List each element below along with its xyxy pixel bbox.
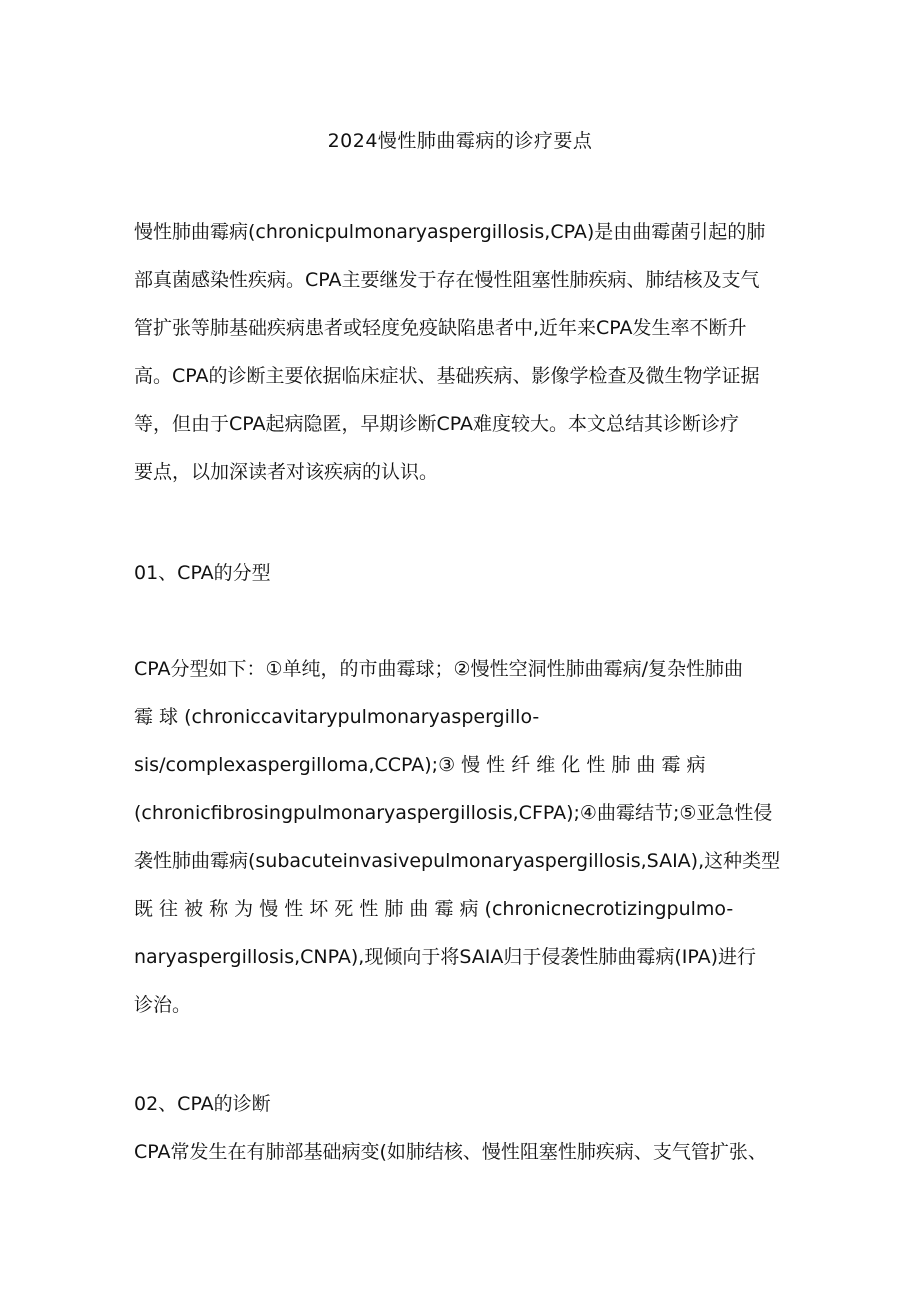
classification-paragraph — [134, 645, 794, 1029]
document-title: 2024慢性肺曲霉病的诊疗要点 — [327, 130, 593, 152]
paragraph-line: (chronicfibrosingpulmonaryaspergillosis,CFPA);④曲霉结节;⑤亚急性侵 — [134, 802, 773, 824]
paragraph-line: 既 往 被 称 为 慢 性 坏 死 性 肺 曲 霉 病 (chronicnecrotizingpulmo- — [134, 898, 734, 920]
paragraph-line: 霉 球 (chroniccavitarypulmonaryaspergillo- — [134, 706, 540, 728]
intro-paragraph — [134, 208, 794, 496]
paragraph-line: sis/complexaspergilloma,CCPA);③ 慢 性 纤 维 化 性 肺 曲 霉 病 — [134, 754, 706, 776]
paragraph-line: 等，但由于CPA起病隐匿，早期诊断CPA难度较大。本文总结其诊断诊疗 — [134, 413, 740, 435]
paragraph-line: 部真菌感染性疾病。CPA主要继发于存在慢性阻塞性肺疾病、肺结核及支气 — [134, 269, 760, 291]
paragraph-line: CPA分型如下：①单纯，的市曲霉球；②慢性空洞性肺曲霉病/复杂性肺曲 — [134, 658, 743, 680]
paragraph-line: 慢性肺曲霉病(chronicpulmonaryaspergillosis,CPA)是由曲霉菌引起的肺 — [134, 221, 766, 243]
diagnosis-paragraph — [134, 1128, 794, 1176]
section-heading-diagnosis: 02、CPA的诊断 — [134, 1093, 271, 1115]
paragraph-line: CPA常发生在有肺部基础病变(如肺结核、慢性阻塞性肺疾病、支气管扩张、 — [134, 1141, 767, 1163]
paragraph-line: 诊治。 — [134, 994, 192, 1016]
paragraph-line: 高。CPA的诊断主要依据临床症状、基础疾病、影像学检查及微生物学证据 — [134, 365, 760, 387]
paragraph-line: 袭性肺曲霉病(subacuteinvasivepulmonaryaspergillosis,SAIA),这种类型 — [134, 850, 781, 872]
paragraph-line: 管扩张等肺基础疾病患者或轻度免疫缺陷患者中,近年来CPA发生率不断升 — [134, 317, 747, 339]
paragraph-line: naryaspergillosis,CNPA),现倾向于将SAIA归于侵袭性肺曲霉病(IPA)进行 — [134, 946, 757, 968]
section-heading-classification: 01、CPA的分型 — [134, 562, 271, 584]
paragraph-line: 要点，以加深读者对该疾病的认识。 — [134, 461, 439, 483]
